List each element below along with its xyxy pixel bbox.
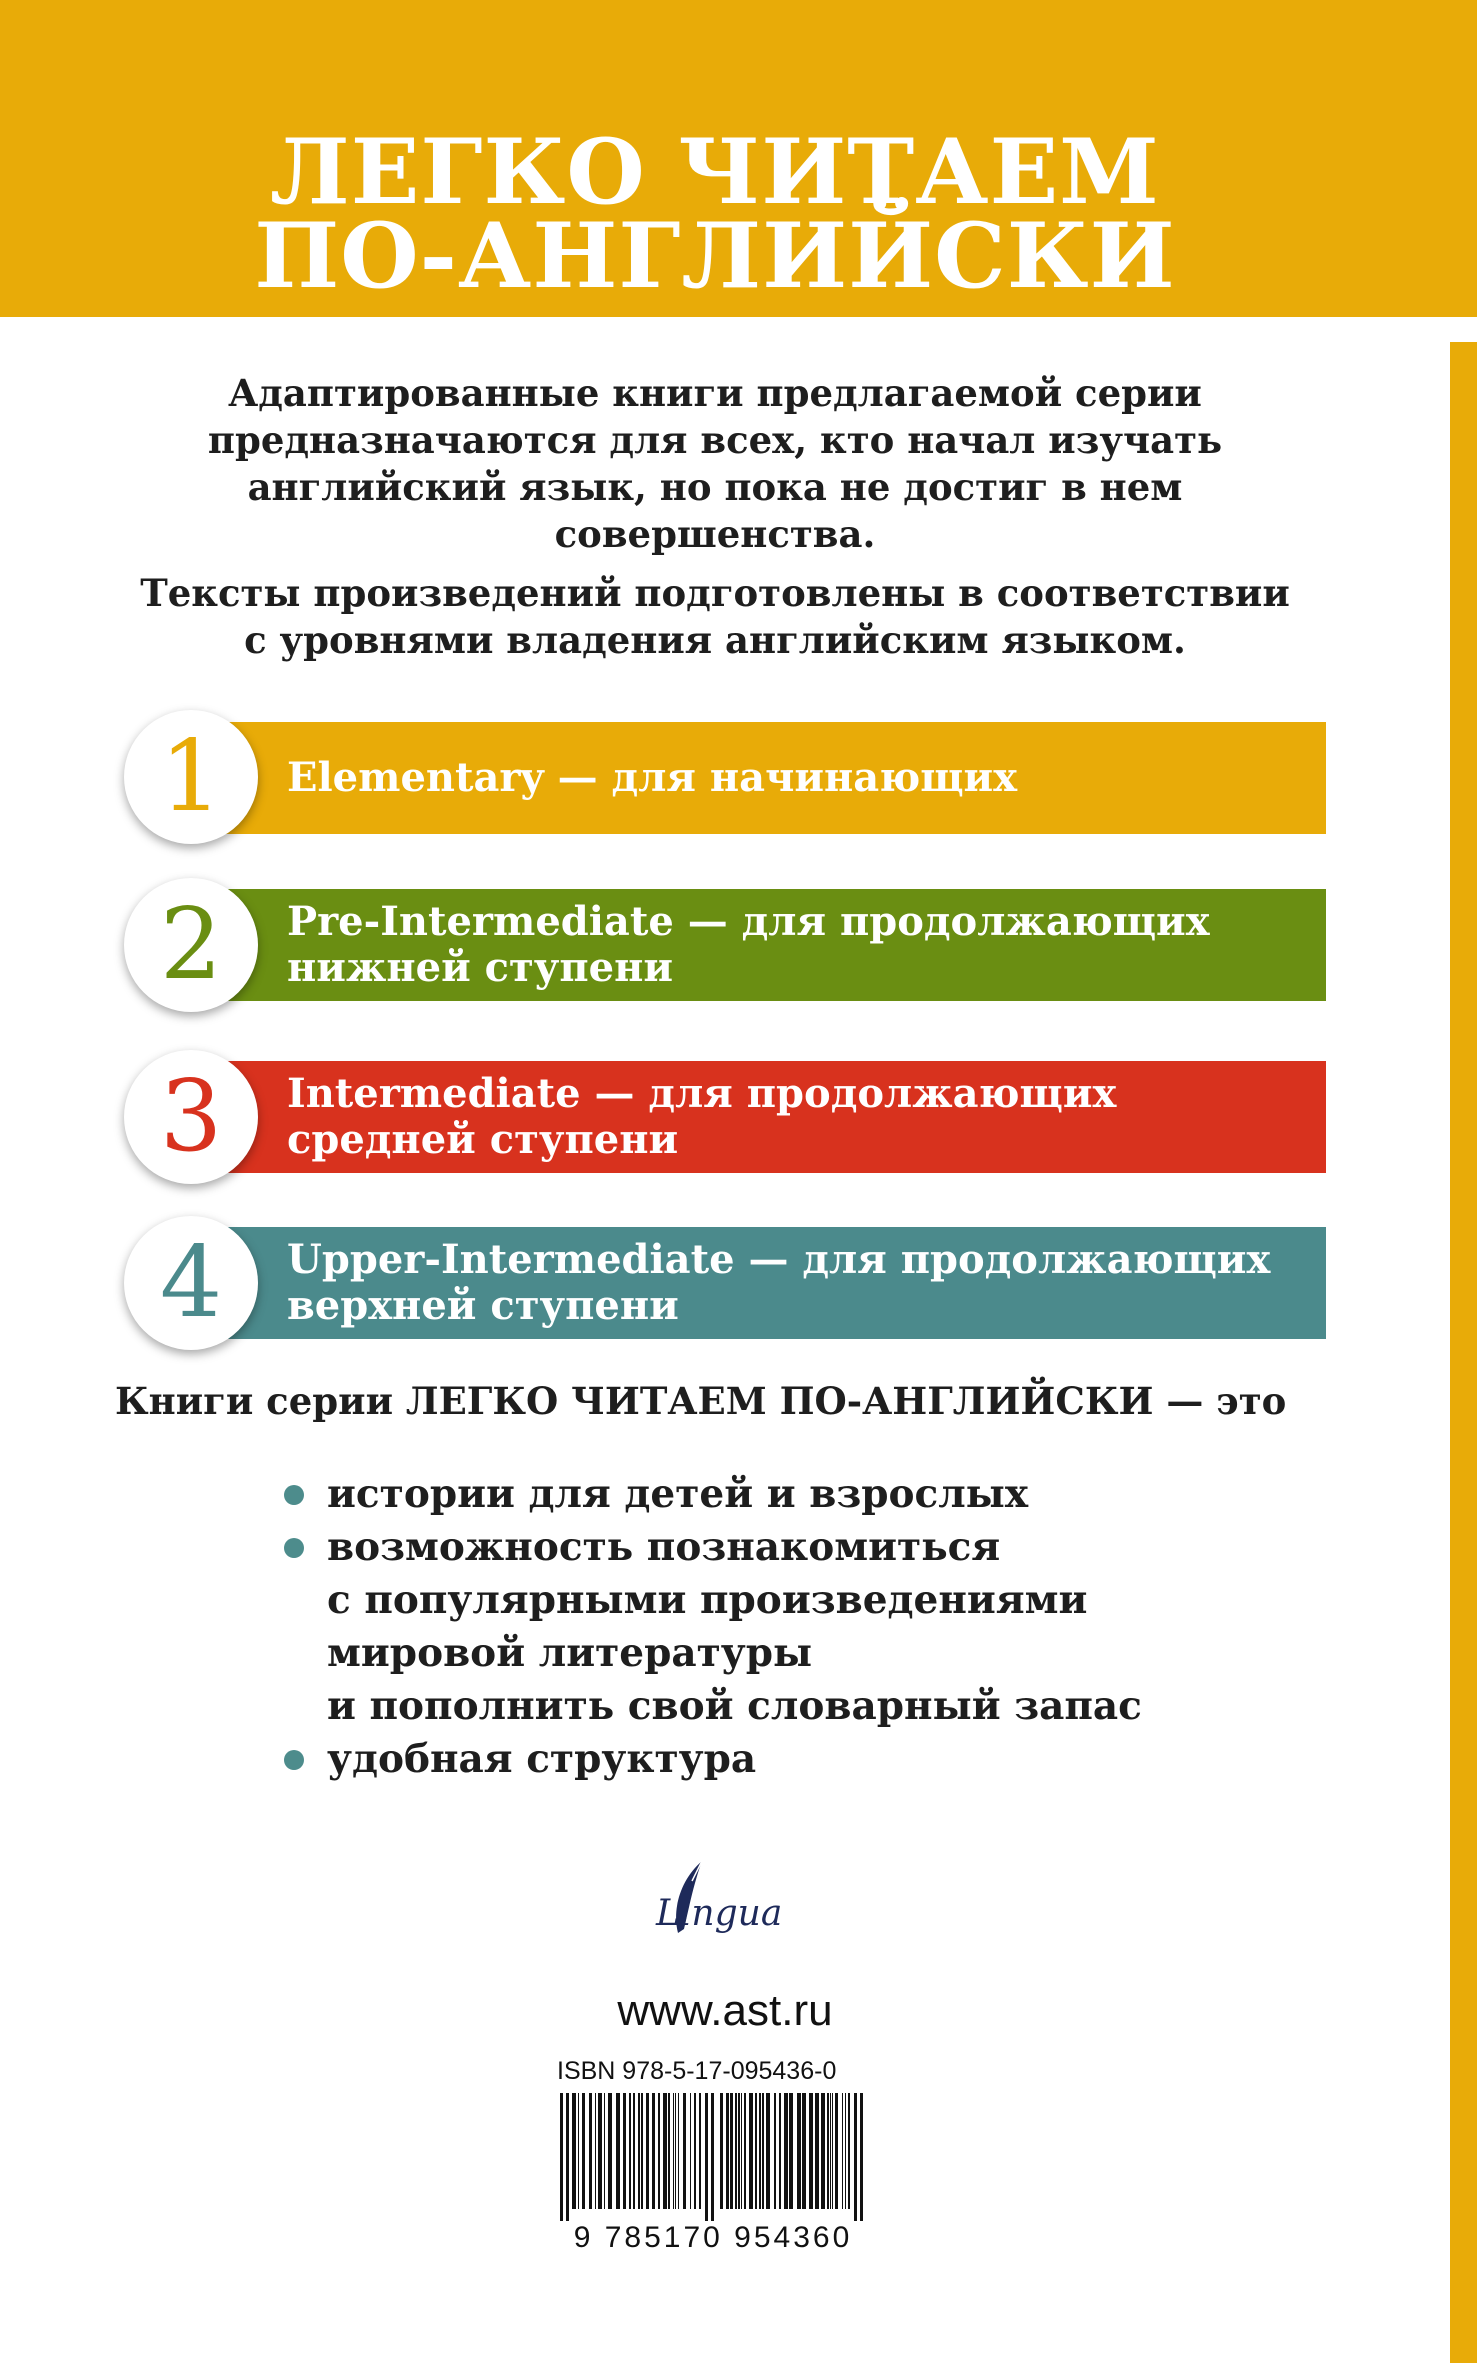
barcode-bar (629, 2093, 631, 2209)
barcode-bar (735, 2093, 737, 2209)
level-2-bar (200, 889, 1326, 1001)
barcode-bar (835, 2093, 838, 2209)
barcode-bar (683, 2093, 686, 2209)
level-2-line-1: Pre-Intermediate — для продолжающих (287, 898, 1210, 945)
barcode-bar (720, 2093, 723, 2209)
barcode-bar (604, 2093, 605, 2209)
level-1-line-1: Elementary — для начинающих (287, 754, 1018, 801)
barcode-bar (572, 2093, 576, 2209)
isbn-barcode (552, 2057, 874, 2257)
level-4-text (287, 1237, 1270, 1329)
barcode-guard-bar (711, 2093, 714, 2221)
barcode-bar (675, 2093, 676, 2209)
barcode-bar (598, 2093, 602, 2209)
barcode-bar (668, 2093, 670, 2209)
level-2-badge: 2 (124, 878, 258, 1012)
barcode-bar (755, 2093, 757, 2209)
barcode-bar (789, 2093, 793, 2209)
barcode-bar (802, 2093, 806, 2209)
feature-list (284, 1468, 1284, 1786)
barcode-bar (784, 2093, 788, 2209)
barcode-bar (616, 2093, 620, 2209)
feature-line: с популярными произведениями (327, 1577, 1088, 1623)
level-3-line-1: Intermediate — для продолжающих (287, 1070, 1117, 1117)
barcode-bar (641, 2093, 643, 2209)
level-4-line-1: Upper-Intermediate — для продолжающих (287, 1236, 1271, 1283)
feature-item (284, 1733, 1284, 1786)
barcode-bar (633, 2093, 635, 2209)
intro-paragraph-2 (100, 570, 1330, 664)
barcode-bar (815, 2093, 819, 2209)
barcode-bar (595, 2093, 596, 2209)
barcode-guard-bar (854, 2093, 857, 2221)
barcode-digits: 9 785170 954360 (573, 2221, 853, 2254)
barcode-bar (759, 2093, 761, 2209)
barcode-guard-bar (566, 2093, 569, 2221)
barcode-bar (646, 2093, 649, 2209)
barcode-guard-bar (560, 2093, 563, 2221)
barcode-bar (848, 2093, 850, 2209)
intro-line: совершенства. (554, 512, 876, 556)
barcode-bar (726, 2093, 729, 2209)
intro-line: предназначаются для всех, кто начал изучать (207, 418, 1223, 462)
barcode-bar (830, 2093, 831, 2209)
barcode-bar (842, 2093, 843, 2209)
logo-wordmark: Lingua (656, 1893, 783, 1934)
level-1-badge: 1 (124, 710, 258, 844)
barcode-bar (638, 2093, 640, 2209)
title-line-2: ПО-АНГЛИЙСКИ (254, 203, 1176, 309)
barcode-bar (582, 2093, 585, 2209)
barcode-bar (678, 2093, 679, 2209)
barcode-bar (658, 2093, 660, 2209)
bullet-dot-icon (284, 1538, 304, 1558)
level-4-line-2: верхней ступени (287, 1282, 679, 1329)
level-3-bar (200, 1061, 1326, 1173)
level-3-text (287, 1071, 1116, 1163)
barcode-guard-bar (705, 2093, 708, 2221)
barcode-bar (738, 2093, 740, 2209)
feature-line: возможность познакомиться (327, 1524, 1001, 1570)
barcode-bar (589, 2093, 592, 2209)
title-line-1: ЛЕГКО ЧИТАЕМ (270, 119, 1160, 225)
level-3-badge: 3 (124, 1050, 258, 1184)
barcode-bar (694, 2093, 696, 2209)
feature-line: удобная структура (327, 1736, 757, 1782)
lingua-logo (640, 1855, 783, 1955)
barcode-bar (578, 2093, 579, 2209)
barcode-bar (690, 2093, 691, 2209)
barcode-bar (762, 2093, 764, 2209)
barcode-bar (809, 2093, 813, 2209)
feature-line: и пополнить свой словарный запас (327, 1683, 1142, 1729)
isbn-label: ISBN 978-5-17-095436-0 (557, 2057, 837, 2085)
intro-paragraph-1 (100, 370, 1330, 558)
barcode-bar (741, 2093, 742, 2209)
level-1-text (287, 755, 1017, 801)
barcode-bar (608, 2093, 612, 2209)
barcode-bar (673, 2093, 674, 2209)
level-2-text (287, 899, 1210, 991)
barcode-bar (779, 2093, 781, 2209)
bullet-dot-icon (284, 1750, 304, 1770)
barcode-bar (652, 2093, 655, 2209)
feature-item (284, 1521, 1284, 1733)
barcode-bar (797, 2093, 801, 2209)
barcode-bar (766, 2093, 770, 2209)
barcode-bar (749, 2093, 753, 2209)
feature-item (284, 1468, 1284, 1521)
intro-line: английский язык, но пока не достиг в нем (247, 465, 1183, 509)
barcode-bars (552, 2093, 874, 2221)
barcode-bar (832, 2093, 833, 2209)
level-3-line-2: средней ступени (287, 1116, 679, 1163)
barcode-bar (821, 2093, 825, 2209)
barcode-bar (623, 2093, 626, 2209)
level-4-badge: 4 (124, 1216, 258, 1350)
intro-line: Тексты произведений подготовлены в соответствии (140, 571, 1290, 615)
level-2-line-2: нижней ступени (287, 944, 674, 991)
title-banner (0, 0, 1477, 317)
feature-line: истории для детей и взрослых (327, 1471, 1029, 1517)
series-description: Книги серии ЛЕГКО ЧИТАЕМ ПО-АНГЛИЙСКИ — это (115, 1379, 1287, 1423)
level-1-bar (200, 722, 1326, 834)
bullet-dot-icon (284, 1485, 304, 1505)
level-4-bar (200, 1227, 1326, 1339)
publisher-url[interactable]: www.ast.ru (617, 1986, 833, 2035)
barcode-bar (845, 2093, 846, 2209)
barcode-bar (774, 2093, 776, 2209)
intro-line: с уровнями владения английским языком. (244, 618, 1186, 662)
barcode-bar (699, 2093, 701, 2209)
barcode-bar (663, 2093, 667, 2209)
right-edge-stripe (1450, 342, 1477, 2363)
barcode-bar (744, 2093, 746, 2209)
barcode-guard-bar (860, 2093, 863, 2221)
intro-line: Адаптированные книги предлагаемой серии (228, 371, 1202, 415)
feature-line: мировой литературы (327, 1630, 813, 1676)
barcode-bar (827, 2093, 829, 2209)
barcode-bar (730, 2093, 733, 2209)
